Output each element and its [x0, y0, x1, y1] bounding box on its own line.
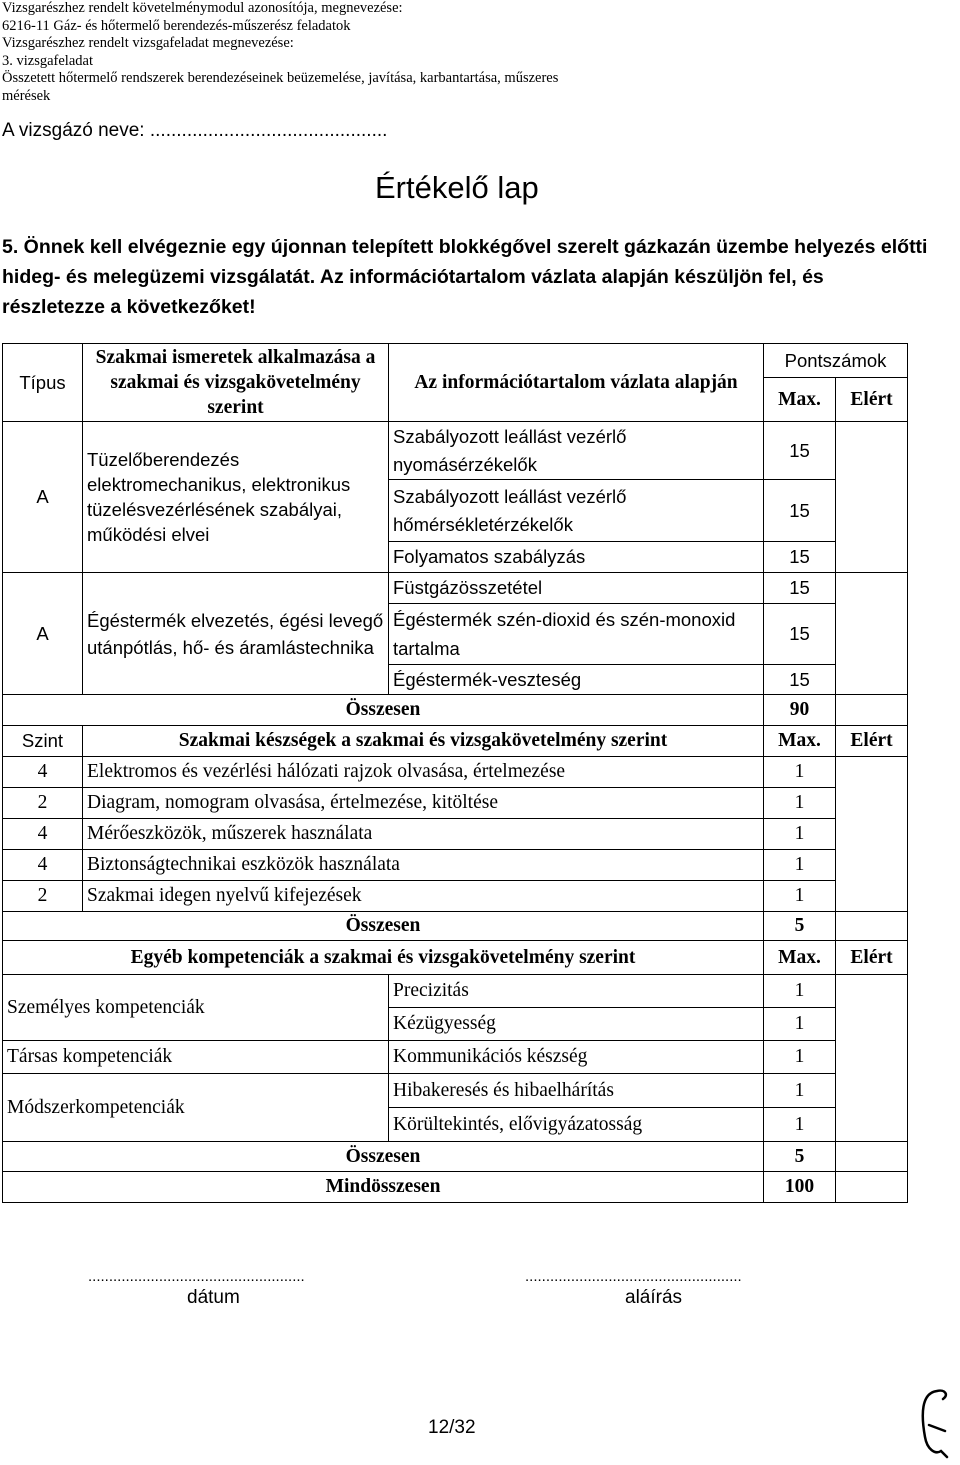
achieved-cell[interactable] — [836, 975, 908, 1142]
achieved-cell[interactable] — [836, 1172, 908, 1203]
subtotal-value: 5 — [764, 1142, 836, 1172]
col-achieved: Elért — [836, 941, 908, 975]
col-type: Típus — [3, 344, 83, 422]
col-points: Pontszámok — [764, 344, 908, 378]
level-cell: 4 — [3, 757, 83, 788]
max-points: 15 — [764, 422, 836, 480]
col-skill: Szakmai ismeretek alkalmazása a szakmai és vizsgakövetelmény szerint — [83, 344, 389, 422]
max-points: 15 — [764, 604, 836, 665]
subtotal-label: Összesen — [3, 695, 764, 726]
col-achieved: Elért — [836, 378, 908, 422]
max-points: 1 — [764, 975, 836, 1008]
col-max: Max. — [764, 941, 836, 975]
max-points: 1 — [764, 1074, 836, 1108]
skill-item: Mérőeszközök, műszerek használata — [83, 819, 764, 850]
level-cell: 4 — [3, 819, 83, 850]
outline-item: Szabályozott leállást vezérlő nyomásérzékelők — [389, 422, 764, 480]
document-header — [2, 0, 558, 106]
subtotal-label: Összesen — [3, 1142, 764, 1172]
type-cell: A — [3, 573, 83, 695]
skill-item: Szakmai idegen nyelvű kifejezések — [83, 881, 764, 912]
competency-group: Módszerkompetenciák — [3, 1074, 389, 1142]
achieved-cell[interactable] — [836, 573, 908, 695]
skill-item: Diagram, nomogram olvasása, értelmezése, kitöltése — [83, 788, 764, 819]
achieved-cell[interactable] — [836, 912, 908, 941]
outline-item: Szabályozott leállást vezérlő hőmérsékletérzékelők — [389, 480, 764, 542]
max-points: 1 — [764, 1008, 836, 1041]
level-cell: 2 — [3, 881, 83, 912]
signature-label: aláírás — [625, 1287, 683, 1308]
competency-item: Kézügyesség — [389, 1008, 764, 1041]
type-cell: A — [3, 422, 83, 573]
grand-total-value: 100 — [764, 1172, 836, 1203]
handwritten-signature — [915, 1385, 955, 1465]
level-cell: 2 — [3, 788, 83, 819]
examinee-name-line: A vizsgázó neve: ............................................. — [2, 120, 388, 141]
max-points: 15 — [764, 665, 836, 695]
signature-line: .................................................... — [525, 1268, 742, 1285]
col-max: Max. — [764, 726, 836, 757]
outline-item: Égéstermék szén-dioxid és szén-monoxid tartalma — [389, 604, 764, 665]
header-line: Összetett hőtermelő rendszerek berendezéseinek beüzemelése, javítása, karbantartása, műszeres — [2, 70, 559, 87]
competency-group: Személyes kompetenciák — [3, 975, 389, 1041]
grand-total-label: Mindösszesen — [3, 1172, 764, 1203]
achieved-cell[interactable] — [836, 757, 908, 912]
outline-item: Égéstermék-veszteség — [389, 665, 764, 695]
col-outline: Az információtartalom vázlata alapján — [389, 344, 764, 422]
task-description: 5. Önnek kell elvégeznie egy újonnan telepített blokkégővel szerelt gázkazán üzembe helyezés előtti hideg- és melegüzemi vizsgálatát. Az információtartalom vázlata alapján készüljön fel, és részletezze a következőket! — [2, 236, 928, 318]
header-line: Vizsgarészhez rendelt vizsgafeladat megnevezése: — [2, 35, 294, 52]
max-points: 1 — [764, 881, 836, 912]
max-points: 1 — [764, 1108, 836, 1142]
skill-cell: Tüzelőberendezés elektromechanikus, elektronikus tüzelésvezérlésének szabályai, működési elvei — [83, 422, 389, 573]
outline-item: Füstgázösszetétel — [389, 573, 764, 604]
max-points: 1 — [764, 1041, 836, 1074]
skill-cell: Égéstermék elvezetés, égési levegő utánpótlás, hő- és áramlástechnika — [83, 573, 389, 695]
competency-item: Körültekintés, elővigyázatosság — [389, 1108, 764, 1142]
subtotal-label: Összesen — [3, 912, 764, 941]
skill-item: Elektromos és vezérlési hálózati rajzok olvasása, értelmezése — [83, 757, 764, 788]
outline-item: Folyamatos szabályzás — [389, 542, 764, 573]
competency-item: Hibakeresés és hibaelhárítás — [389, 1074, 764, 1108]
evaluation-table — [2, 343, 908, 1203]
achieved-cell[interactable] — [836, 422, 908, 573]
col-level: Szint — [3, 726, 83, 757]
col-skills: Szakmai készségek a szakmai és vizsgakövetelmény szerint — [83, 726, 764, 757]
date-line: .................................................... — [88, 1268, 305, 1285]
header-line: Vizsgarészhez rendelt követelménymodul azonosítója, megnevezése: — [2, 0, 403, 16]
max-points: 1 — [764, 819, 836, 850]
col-max: Max. — [764, 378, 836, 422]
header-line: 6216-11 Gáz- és hőtermelő berendezés-műszerész feladatok — [2, 17, 351, 34]
competency-item: Kommunikációs készség — [389, 1041, 764, 1074]
level-cell: 4 — [3, 850, 83, 881]
subtotal-value: 90 — [764, 695, 836, 726]
subtotal-value: 5 — [764, 912, 836, 941]
competency-group: Társas kompetenciák — [3, 1041, 389, 1074]
skill-item: Biztonságtechnikai eszközök használata — [83, 850, 764, 881]
col-achieved: Elért — [836, 726, 908, 757]
page-title: Értékelő lap — [375, 170, 539, 205]
achieved-cell[interactable] — [836, 695, 908, 726]
max-points: 15 — [764, 573, 836, 604]
header-line: 3. vizsgafeladat — [2, 52, 93, 69]
competencies-heading: Egyéb kompetenciák a szakmai és vizsgakövetelmény szerint — [3, 941, 764, 975]
competency-item: Precizitás — [389, 975, 764, 1008]
max-points: 1 — [764, 788, 836, 819]
header-line: mérések — [2, 87, 51, 104]
max-points: 15 — [764, 480, 836, 542]
max-points: 1 — [764, 850, 836, 881]
max-points: 15 — [764, 542, 836, 573]
max-points: 1 — [764, 757, 836, 788]
date-label: dátum — [187, 1287, 240, 1308]
achieved-cell[interactable] — [836, 1142, 908, 1172]
page-number: 12/32 — [428, 1417, 476, 1438]
